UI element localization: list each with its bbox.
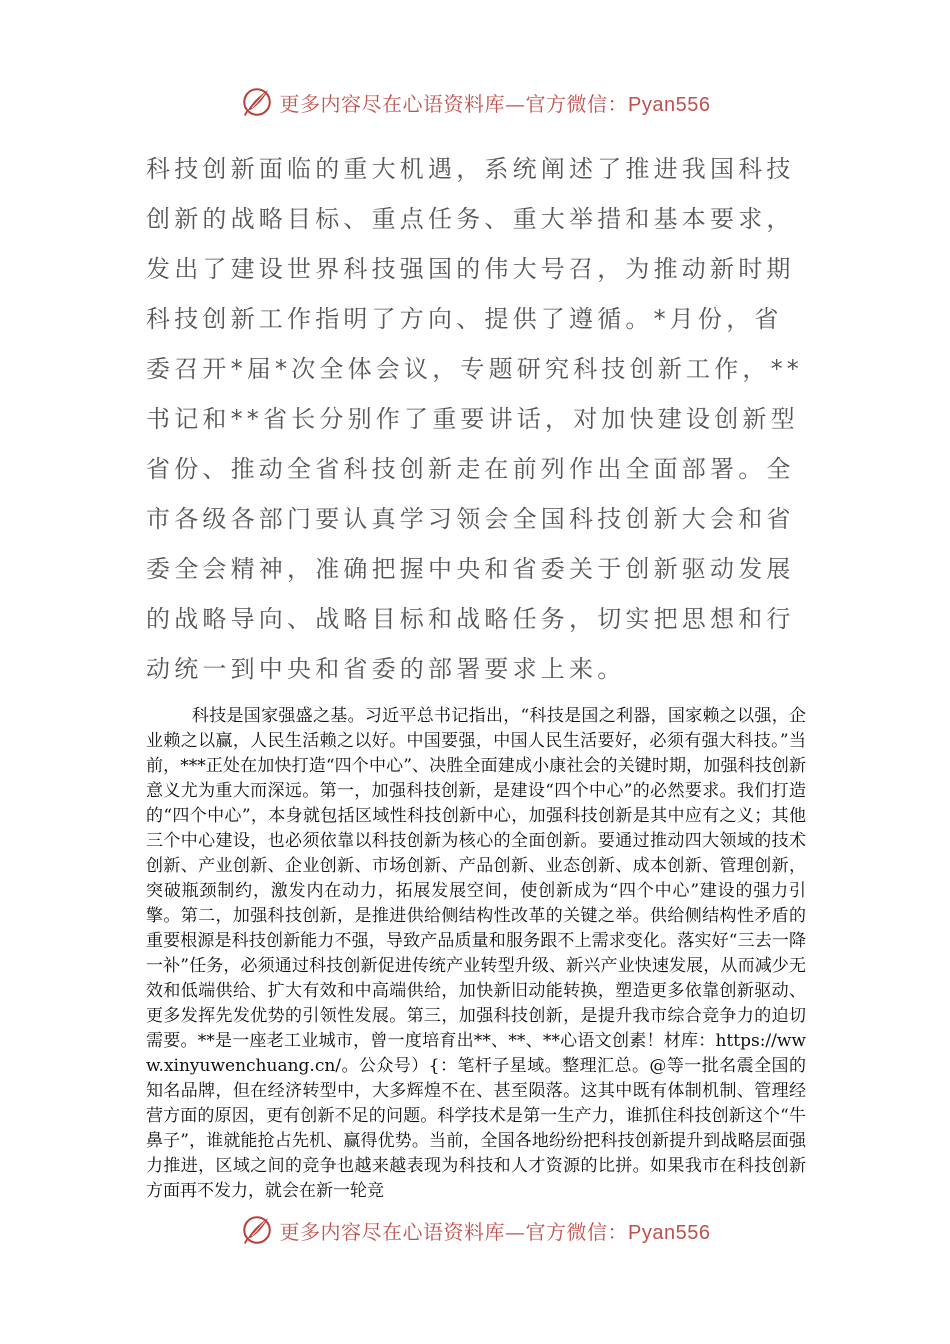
watermark-text xyxy=(280,88,711,117)
paragraph-small: 科技是国家强盛之基。习近平总书记指出，“科技是国之利器，国家赖之以强，企业赖之以赢，人民生活赖之以好。中国要强，中国人民生活要好，必须有强大科技。”当前，***正处在加快打造“四个中心”、决胜全面建成小康社会的关键时期，加强科技创新意义尤为重大而深远。第一，加强科技创新，是建设“四个中心”的必然要求。我们打造的“四个中心”，本身就包括区域性科技创新中心，加强科技创新是其中应有之义；其他三个中心建设，也必须依靠以科技创新为核心的全面创新。要通过推动四大领域的技术创新、产业创新、企业创新、市场创新、产品创新、业态创新、成本创新、管理创新，突破瓶颈制约，激发内在动力，拓展发展空间，使创新成为“四个中心”建设的强力引擎。第二，加强科技创新，是推进供给侧结构性改革的关键之举。供给侧结构性矛盾的重要根源是科技创新能力不强，导致产品质量和服务跟不上需求变化。落实好“三去一降一补”任务，必须通过科技创新促进传统产业转型升级、新兴产业快速发展，从而减少无效和低端供给、扩大有效和中高端供给，加快新旧动能转换，塑造更多依靠创新驱动、更多发挥先发优势的引领性发展。第三，加强科技创新，是提升我市综合竞争力的迫切需要。**是一座老工业城市，曾一度培育出**、**、**心语文创素！材库：https://www.xinyuwenchuang.cn/。公众号）{：笔杆子星域。整理汇总。@等一批名震全国的知名品牌，但在经济转型中，大多辉煌不在、甚至陨落。这其中既有体制机制、管理经营方面的原因，更有创新不足的问题。科学技术是第一生产力，谁抓住科技创新这个“牛鼻子”，谁就能抢占先机、赢得优势。当前，全国各地纷纷把科技创新提升到战略层面强力推进，区域之间的竞争也越来越表现为科技和人才资源的比拼。如果我市在科技创新方面再不发力，就会在新一轮竞 xyxy=(146,706,806,1201)
watermark-wechat-id: Pyan556 xyxy=(628,93,711,116)
quill-logo-icon xyxy=(240,1213,274,1247)
watermark-wechat-id: Pyan556 xyxy=(628,1221,711,1244)
watermark-text xyxy=(280,1216,711,1245)
watermark-site-text: 更多内容尽在心语资料库—官方微信： xyxy=(279,1219,629,1244)
footer-watermark xyxy=(0,1210,950,1250)
document-body xyxy=(146,144,806,1204)
quill-logo-icon xyxy=(240,85,274,119)
watermark-site-text: 更多内容尽在心语资料库—官方微信： xyxy=(279,91,629,116)
paragraph-large: 科技创新面临的重大机遇，系统阐述了推进我国科技创新的战略目标、重点任务、重大举措和基本要求，发出了建设世界科技强国的伟大号召，为推动新时期科技创新工作指明了方向、提供了遵循。*月份，省委召开*届*次全体会议，专题研究科技创新工作，**书记和**省长分别作了重要讲话，对加快建设创新型省份、推动全省科技创新走在前列作出全面部署。全市各级各部门要认真学习领会全国科技创新大会和省委全会精神，准确把握中央和省委关于创新驱动发展的战略导向、战略目标和战略任务，切实把思想和行动统一到中央和省委的部署要求上来。 xyxy=(146,155,803,683)
header-watermark xyxy=(0,82,950,122)
